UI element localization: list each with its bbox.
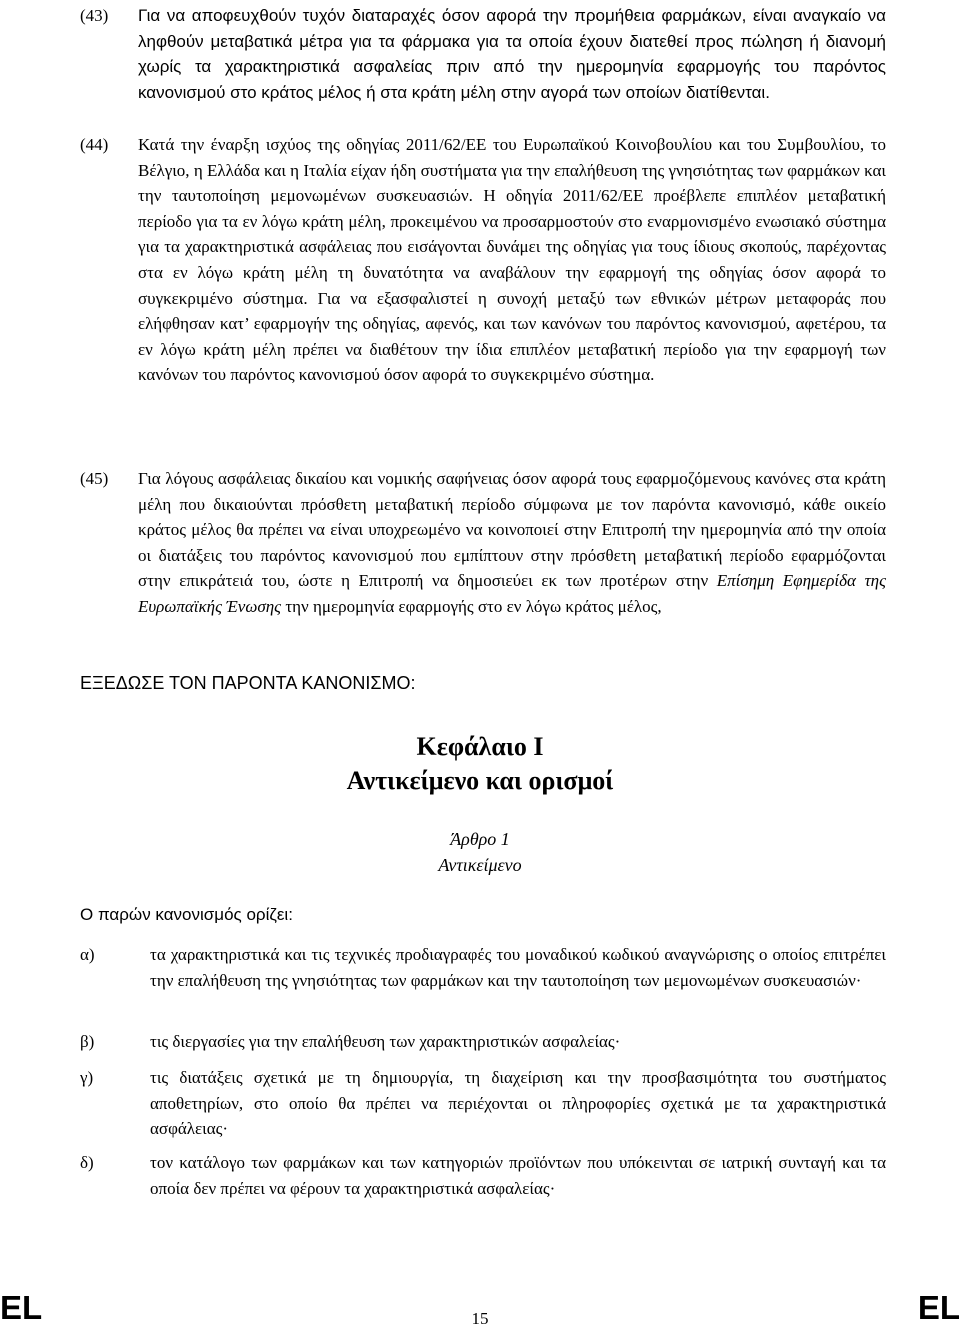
journal-name: Επίσημη Εφημερίδα της Ευρωπαϊκής Ένωσης xyxy=(138,571,886,616)
enacting-formula: ΕΞΕΔΩΣΕ ΤΟΝ ΠΑΡΟΝΤΑ ΚΑΝΟΝΙΣΜΟ: xyxy=(80,673,416,693)
point-text: τις διεργασίες για την επαλήθευση των χαρακτηριστικών ασφαλείας· xyxy=(150,1032,621,1051)
footer-language-left: EL xyxy=(0,1289,43,1326)
point-marker: γ) xyxy=(80,1068,94,1087)
recital-43 xyxy=(80,3,886,105)
footer-language-right: EL xyxy=(917,1289,960,1326)
point-marker: α) xyxy=(80,945,95,964)
recital-text-part: Για λόγους ασφάλειας δικαίου και νομικής σαφήνειας όσον αφορά τους εφαρμοζόμενους κανόνες στα κράτη μέλη που δικαιούνται πρόσθετη μεταβατική περίοδο σύμφωνα με τον παρόντα κανονισμό, κάθε οικείο κράτος μέλος θα πρέπει να είναι υποχρεωμένο να κοινοποιεί στην Επιτροπή την ημερομηνία από την οποία οι διατάξεις του παρόντος κανονισμού που εμπίπτουν στην πρόσθετη μεταβατική περίοδο εφαρμόζονται στην επικράτειά του, ώστε η Επιτροπή να δημοσιεύει εκ των προτέρων στην xyxy=(138,469,886,591)
article-intro: Ο παρών κανονισμός ορίζει: xyxy=(80,905,293,924)
recital-text: Για να αποφευχθούν τυχόν διαταραχές όσον αφορά την προμήθεια φαρμάκων, είναι αναγκαίο να ληφθούν μεταβατικά μέτρα για τα φάρμακα για τα οποία έχουν διατεθεί προς πώληση ή διανομή χωρίς τα χαρακτηριστικά ασφαλείας πριν από την ημερομηνία εφαρμογής του παρόντος κανονισμού στο κράτος μέλος ή στα κράτη μέλη στην αγορά των οποίων διατίθενται. xyxy=(138,6,886,102)
recital-text xyxy=(138,466,886,620)
point-marker: β) xyxy=(80,1032,95,1051)
point-text: τα χαρακτηριστικά και τις τεχνικές προδιαγραφές του μοναδικού κωδικού αναγνώρισης ο οποίος επιτρέπει την επαλήθευση της γνησιότητας των φαρμάκων και την ταυτοποίηση των μεμονωμένων συσκευασιών· xyxy=(150,945,886,990)
recital-number: (44) xyxy=(80,135,109,154)
recital-45 xyxy=(80,466,886,620)
article-title: Αντικείμενο xyxy=(438,855,522,875)
point-b xyxy=(80,1029,886,1055)
point-a xyxy=(80,942,886,993)
chapter-number: Κεφάλαιο I xyxy=(416,732,544,761)
recital-44 xyxy=(80,132,886,388)
recital-number: (43) xyxy=(80,6,109,25)
point-text: τον κατάλογο των φαρμάκων και των κατηγοριών προϊόντων που υπόκεινται σε ιατρική συνταγή και τα οποία δεν πρέπει να φέρουν τα χαρακτηριστικά ασφαλείας· xyxy=(150,1153,886,1198)
point-d xyxy=(80,1150,886,1201)
point-marker: δ) xyxy=(80,1153,94,1172)
recital-text: Κατά την έναρξη ισχύος της οδηγίας 2011/62/ΕΕ του Ευρωπαϊκού Κοινοβουλίου και του Συμβουλίου, το Βέλγιο, η Ελλάδα και η Ιταλία είχαν ήδη συστήματα για την επαλήθευση της γνησιότητας των φαρμάκων και την ταυτοποίηση μεμονωμένων συσκευασιών. Η οδηγία 2011/62/ΕΕ προέβλεπε επιπλέον μεταβατική περίοδο για τα εν λόγω κράτη μέλη, προκειμένου να προσαρμοστούν στο εναρμονισμένο ενωσιακό σύστημα για τα χαρακτηριστικά ασφάλειας που εισάγονται δυνάμει της οδηγίας για τους ίδιους σκοπούς, παρέχοντας στα εν λόγω κράτη μέλη τη δυνατότητα να αναβάλουν την εφαρμογή της οδηγίας όσον αφορά το συγκεκριμένο σύστημα. Για να εξασφαλιστεί η συνοχή μεταξύ των εθνικών μέτρων μεταφοράς που ελήφθησαν κατ’ εφαρμογήν της οδηγίας, αφενός, και των κανόνων του παρόντος κανονισμού, αφετέρου, τα εν λόγω κράτη μέλη πρέπει να διαθέτουν την ίδια επιπλέον μεταβατική περίοδο για την εφαρμογή των κανόνων του παρόντος κανονισμού όσον αφορά το συγκεκριμένο σύστημα. xyxy=(138,135,886,385)
page-number: 15 xyxy=(471,1309,489,1328)
point-c xyxy=(80,1065,886,1142)
article-number: Άρθρο 1 xyxy=(450,829,510,849)
recital-text-part: την ημερομηνία εφαρμογής στο εν λόγω κράτος μέλος, xyxy=(281,596,662,616)
point-text: τις διατάξεις σχετικά με τη δημιουργία, τη διαχείριση και την προσβασιμότητα του συστήματος αποθετηρίων, στο οποίο θα πρέπει να περιέχονται οι πληροφορίες σχετικά με τα χαρακτηριστικά ασφάλειας· xyxy=(150,1068,886,1139)
recital-number: (45) xyxy=(80,469,109,488)
chapter-title: Αντικείμενο και ορισμοί xyxy=(346,766,614,795)
